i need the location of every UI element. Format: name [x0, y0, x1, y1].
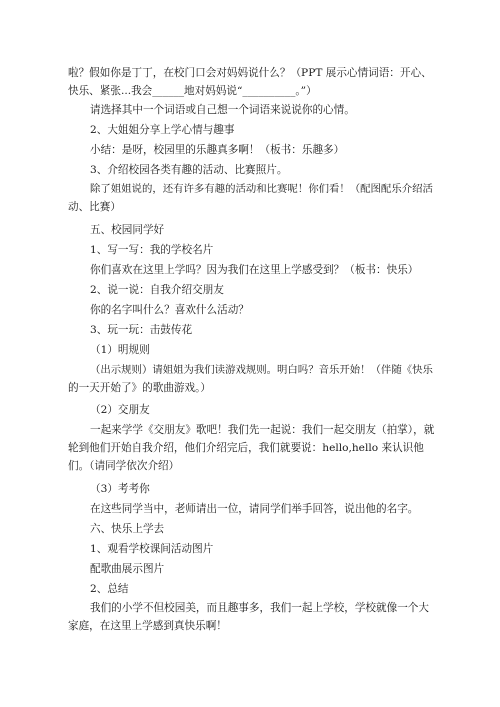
paragraph-line: （出示规则）请姐姐为我们读游戏规则。明白吗？音乐开始！（伴随《快乐 — [90, 364, 433, 376]
paragraph-line: 动、比赛） — [68, 201, 121, 213]
paragraph-line: 你的名字叫什么？喜欢什么活动？ — [90, 304, 249, 316]
paragraph-line: 家庭，在这里上学感到真快乐啊！ — [68, 620, 227, 632]
sub-heading: （3）考考你 — [90, 483, 150, 495]
section-heading: 2、大姐姐分享上学心情与趣事 — [90, 124, 235, 136]
paragraph-line: 在这些同学当中，老师请出一位，请同学们举手回答，说出他的名字。 — [90, 503, 419, 515]
section-heading: 3、介绍校园各类有趣的活动、比赛照片。 — [90, 164, 288, 176]
paragraph-line: 我们的小学不但校园美，而且趣事多，我们一起上学校，学校就像一个大 — [90, 602, 429, 614]
paragraph-line: 们。（请同学依次介绍） — [68, 460, 180, 472]
paragraph-line: 请选择其中一个词语或自己想一个词语来说说你的心情。 — [90, 104, 355, 116]
paragraph-line: 小结：是呀，校园里的乐趣真多啊！（板书：乐趣多） — [90, 144, 345, 156]
section-heading: 五、校园同学好 — [90, 224, 165, 236]
section-heading: 3、玩一玩：击鼓传花 — [90, 324, 193, 336]
paragraph-line: 轮到他们开始自我介绍，他们介绍完后，我们就要说：hello,hello 来认识他 — [68, 442, 424, 454]
section-heading: 1、写一写：我的学校名片 — [90, 244, 214, 256]
paragraph-line: 你们喜欢在这里上学吗？因为我们在这里上学感受到？（板书：快乐） — [90, 264, 419, 276]
section-heading: 2、总结 — [90, 583, 129, 595]
sub-heading: （2）交朋友 — [90, 404, 150, 416]
paragraph-line: 的一天开始了》的歌曲游戏。） — [68, 382, 212, 394]
section-heading: 1、观看学校课间活动图片 — [90, 543, 214, 555]
sub-heading: （1）明规则 — [90, 344, 150, 356]
section-heading: 六、快乐上学去 — [90, 523, 165, 535]
paragraph-line: 啦？假如你是丁丁，在校门口会对妈妈说什么？（PPT 展示心情词语：开心、 — [68, 67, 432, 79]
paragraph-line: 快乐、紧张...我会______地对妈妈说“__________。”） — [68, 85, 317, 97]
paragraph-line: 除了姐姐说的，还有许多有趣的活动和比赛呢！你们看！（配图配乐介绍活 — [90, 183, 433, 195]
section-heading: 2、说一说：自我介绍交朋友 — [90, 284, 224, 296]
paragraph-line: 配歌曲展示图片 — [90, 563, 165, 575]
paragraph-line: 一起来学学《交朋友》歌吧！我们先一起说：我们一起交朋友（拍掌），就 — [90, 424, 435, 436]
